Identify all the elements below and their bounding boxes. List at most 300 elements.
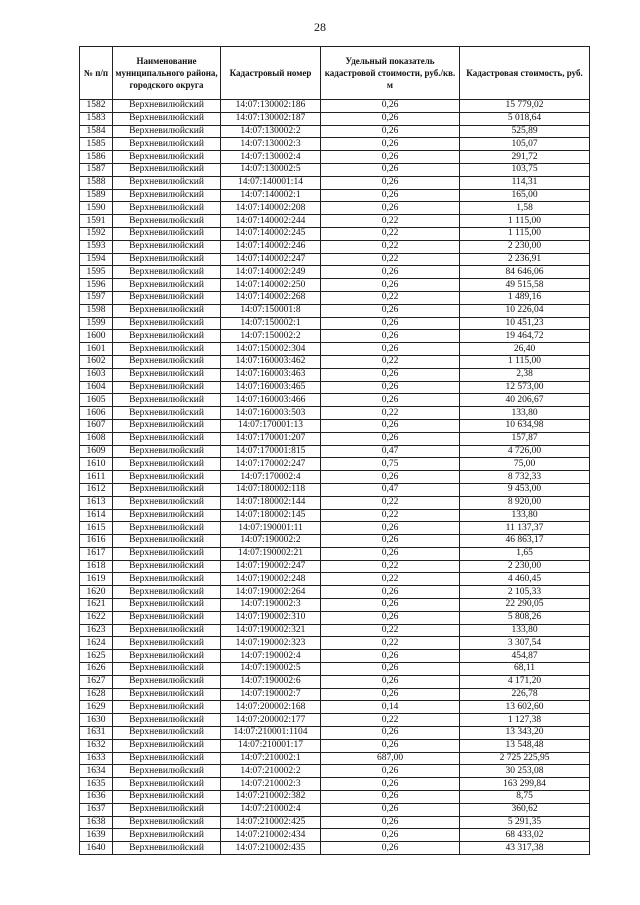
cell-specific-value-rate: 0,26 bbox=[321, 266, 460, 279]
header-row-number: № п/п bbox=[80, 47, 113, 100]
cell-row-number: 1611 bbox=[80, 471, 113, 484]
cell-row-number: 1634 bbox=[80, 765, 113, 778]
cell-district-name: Верхневилюйский bbox=[113, 125, 221, 138]
table-row bbox=[80, 611, 590, 624]
cell-cadastral-number: 14:07:170002:4 bbox=[221, 471, 321, 484]
cell-district-name: Верхневилюйский bbox=[113, 112, 221, 125]
cell-specific-value-rate: 0,26 bbox=[321, 317, 460, 330]
cell-cadastral-value: 10 634,98 bbox=[460, 419, 590, 432]
cell-cadastral-value: 40 206,67 bbox=[460, 394, 590, 407]
table-row bbox=[80, 573, 590, 586]
cell-row-number: 1591 bbox=[80, 215, 113, 228]
cell-cadastral-number: 14:07:140001:14 bbox=[221, 176, 321, 189]
cell-cadastral-value: 46 863,17 bbox=[460, 535, 590, 548]
cell-cadastral-value: 1,58 bbox=[460, 202, 590, 215]
cell-cadastral-value: 226,78 bbox=[460, 688, 590, 701]
cell-cadastral-number: 14:07:130002:2 bbox=[221, 125, 321, 138]
cell-specific-value-rate: 0,26 bbox=[321, 394, 460, 407]
cell-district-name: Верхневилюйский bbox=[113, 279, 221, 292]
cell-cadastral-value: 5 808,26 bbox=[460, 611, 590, 624]
cell-district-name: Верхневилюйский bbox=[113, 535, 221, 548]
cell-district-name: Верхневилюйский bbox=[113, 240, 221, 253]
cell-district-name: Верхневилюйский bbox=[113, 215, 221, 228]
cell-specific-value-rate: 0,22 bbox=[321, 637, 460, 650]
cell-cadastral-value: 103,75 bbox=[460, 163, 590, 176]
cell-district-name: Верхневилюйский bbox=[113, 419, 221, 432]
cell-specific-value-rate: 687,00 bbox=[321, 752, 460, 765]
cell-district-name: Верхневилюйский bbox=[113, 509, 221, 522]
cell-cadastral-number: 14:07:130002:186 bbox=[221, 100, 321, 113]
table-row bbox=[80, 355, 590, 368]
cell-specific-value-rate: 0,26 bbox=[321, 432, 460, 445]
cell-district-name: Верхневилюйский bbox=[113, 227, 221, 240]
cell-cadastral-number: 14:07:190002:4 bbox=[221, 650, 321, 663]
cell-cadastral-number: 14:07:150002:1 bbox=[221, 317, 321, 330]
cell-row-number: 1608 bbox=[80, 432, 113, 445]
header-district-name: Наименование муниципального района, городского округа bbox=[113, 47, 221, 100]
cell-row-number: 1602 bbox=[80, 355, 113, 368]
cell-row-number: 1632 bbox=[80, 739, 113, 752]
cell-cadastral-number: 14:07:150001:8 bbox=[221, 304, 321, 317]
cell-row-number: 1636 bbox=[80, 791, 113, 804]
cell-cadastral-number: 14:07:160003:466 bbox=[221, 394, 321, 407]
cell-specific-value-rate: 0,26 bbox=[321, 304, 460, 317]
cell-district-name: Верхневилюйский bbox=[113, 432, 221, 445]
cell-cadastral-number: 14:07:210002:2 bbox=[221, 765, 321, 778]
cell-district-name: Верхневилюйский bbox=[113, 560, 221, 573]
cell-specific-value-rate: 0,26 bbox=[321, 112, 460, 125]
cell-cadastral-value: 291,72 bbox=[460, 151, 590, 164]
cell-district-name: Верхневилюйский bbox=[113, 458, 221, 471]
cell-row-number: 1613 bbox=[80, 496, 113, 509]
cell-cadastral-value: 2,38 bbox=[460, 368, 590, 381]
cell-cadastral-number: 14:07:160003:503 bbox=[221, 407, 321, 420]
table-row bbox=[80, 496, 590, 509]
table-row bbox=[80, 727, 590, 740]
cell-district-name: Верхневилюйский bbox=[113, 381, 221, 394]
cell-cadastral-value: 13 602,60 bbox=[460, 701, 590, 714]
cell-cadastral-number: 14:07:190002:2 bbox=[221, 535, 321, 548]
cell-district-name: Верхневилюйский bbox=[113, 803, 221, 816]
cell-row-number: 1590 bbox=[80, 202, 113, 215]
table-row bbox=[80, 227, 590, 240]
cell-district-name: Верхневилюйский bbox=[113, 586, 221, 599]
cell-row-number: 1640 bbox=[80, 842, 113, 855]
cell-cadastral-value: 4 460,45 bbox=[460, 573, 590, 586]
cell-cadastral-number: 14:07:130002:5 bbox=[221, 163, 321, 176]
table-row bbox=[80, 317, 590, 330]
cell-district-name: Верхневилюйский bbox=[113, 189, 221, 202]
cell-row-number: 1614 bbox=[80, 509, 113, 522]
cell-row-number: 1584 bbox=[80, 125, 113, 138]
cell-cadastral-number: 14:07:160003:463 bbox=[221, 368, 321, 381]
cell-district-name: Верхневилюйский bbox=[113, 816, 221, 829]
cell-row-number: 1629 bbox=[80, 701, 113, 714]
cell-cadastral-number: 14:07:190002:5 bbox=[221, 663, 321, 676]
table-row bbox=[80, 586, 590, 599]
cell-cadastral-value: 49 515,58 bbox=[460, 279, 590, 292]
cell-row-number: 1623 bbox=[80, 624, 113, 637]
table-row bbox=[80, 650, 590, 663]
cell-row-number: 1593 bbox=[80, 240, 113, 253]
cell-cadastral-number: 14:07:190002:7 bbox=[221, 688, 321, 701]
cell-cadastral-value: 8 732,33 bbox=[460, 471, 590, 484]
cell-row-number: 1617 bbox=[80, 547, 113, 560]
cell-row-number: 1606 bbox=[80, 407, 113, 420]
cell-district-name: Верхневилюйский bbox=[113, 778, 221, 791]
cell-specific-value-rate: 0,26 bbox=[321, 663, 460, 676]
cell-row-number: 1628 bbox=[80, 688, 113, 701]
cell-specific-value-rate: 0,22 bbox=[321, 227, 460, 240]
table-row bbox=[80, 471, 590, 484]
cell-specific-value-rate: 0,26 bbox=[321, 791, 460, 804]
cell-cadastral-number: 14:07:140002:244 bbox=[221, 215, 321, 228]
cell-cadastral-number: 14:07:130002:3 bbox=[221, 138, 321, 151]
cell-specific-value-rate: 0,26 bbox=[321, 163, 460, 176]
cell-specific-value-rate: 0,75 bbox=[321, 458, 460, 471]
cell-row-number: 1594 bbox=[80, 253, 113, 266]
cell-district-name: Верхневилюйский bbox=[113, 471, 221, 484]
cell-row-number: 1587 bbox=[80, 163, 113, 176]
cell-district-name: Верхневилюйский bbox=[113, 727, 221, 740]
cell-district-name: Верхневилюйский bbox=[113, 138, 221, 151]
cell-district-name: Верхневилюйский bbox=[113, 291, 221, 304]
cell-cadastral-value: 157,87 bbox=[460, 432, 590, 445]
table-row bbox=[80, 803, 590, 816]
cell-row-number: 1624 bbox=[80, 637, 113, 650]
table-row bbox=[80, 522, 590, 535]
cell-district-name: Верхневилюйский bbox=[113, 368, 221, 381]
cell-row-number: 1635 bbox=[80, 778, 113, 791]
cell-cadastral-number: 14:07:190002:247 bbox=[221, 560, 321, 573]
cell-row-number: 1597 bbox=[80, 291, 113, 304]
cell-specific-value-rate: 0,26 bbox=[321, 688, 460, 701]
cell-cadastral-value: 1 115,00 bbox=[460, 215, 590, 228]
table-row bbox=[80, 791, 590, 804]
table-row bbox=[80, 560, 590, 573]
cell-district-name: Верхневилюйский bbox=[113, 547, 221, 560]
cell-cadastral-value: 1 127,38 bbox=[460, 714, 590, 727]
table-row bbox=[80, 253, 590, 266]
cell-specific-value-rate: 0,22 bbox=[321, 560, 460, 573]
cell-district-name: Верхневилюйский bbox=[113, 100, 221, 113]
table-row bbox=[80, 304, 590, 317]
table-row bbox=[80, 112, 590, 125]
cell-specific-value-rate: 0,26 bbox=[321, 189, 460, 202]
cell-row-number: 1618 bbox=[80, 560, 113, 573]
cell-row-number: 1633 bbox=[80, 752, 113, 765]
cell-specific-value-rate: 0,26 bbox=[321, 675, 460, 688]
cell-specific-value-rate: 0,26 bbox=[321, 125, 460, 138]
cell-cadastral-number: 14:07:210002:435 bbox=[221, 842, 321, 855]
cell-cadastral-value: 2 236,91 bbox=[460, 253, 590, 266]
table-row bbox=[80, 765, 590, 778]
cell-row-number: 1585 bbox=[80, 138, 113, 151]
cell-specific-value-rate: 0,47 bbox=[321, 483, 460, 496]
cell-district-name: Верхневилюйский bbox=[113, 496, 221, 509]
cell-row-number: 1595 bbox=[80, 266, 113, 279]
cell-district-name: Верхневилюйский bbox=[113, 829, 221, 842]
table-row bbox=[80, 445, 590, 458]
cell-district-name: Верхневилюйский bbox=[113, 752, 221, 765]
table-row bbox=[80, 535, 590, 548]
cadastral-value-table bbox=[79, 46, 590, 855]
cell-cadastral-number: 14:07:150002:304 bbox=[221, 343, 321, 356]
cell-specific-value-rate: 0,26 bbox=[321, 739, 460, 752]
cell-cadastral-number: 14:07:210002:4 bbox=[221, 803, 321, 816]
cell-specific-value-rate: 0,26 bbox=[321, 138, 460, 151]
cell-cadastral-value: 84 646,06 bbox=[460, 266, 590, 279]
cell-cadastral-number: 14:07:210001:1104 bbox=[221, 727, 321, 740]
cell-specific-value-rate: 0,26 bbox=[321, 727, 460, 740]
cell-row-number: 1605 bbox=[80, 394, 113, 407]
cell-row-number: 1596 bbox=[80, 279, 113, 292]
table-row bbox=[80, 330, 590, 343]
cell-specific-value-rate: 0,26 bbox=[321, 279, 460, 292]
table-row bbox=[80, 163, 590, 176]
cell-row-number: 1625 bbox=[80, 650, 113, 663]
cell-specific-value-rate: 0,26 bbox=[321, 650, 460, 663]
table-row bbox=[80, 138, 590, 151]
cell-district-name: Верхневилюйский bbox=[113, 330, 221, 343]
cell-specific-value-rate: 0,22 bbox=[321, 355, 460, 368]
cell-district-name: Верхневилюйский bbox=[113, 163, 221, 176]
header-cadastral-value: Кадастровая стоимость, руб. bbox=[460, 47, 590, 100]
cell-cadastral-number: 14:07:210002:434 bbox=[221, 829, 321, 842]
cell-district-name: Верхневилюйский bbox=[113, 343, 221, 356]
cell-specific-value-rate: 0,26 bbox=[321, 547, 460, 560]
cell-district-name: Верхневилюйский bbox=[113, 483, 221, 496]
cell-cadastral-value: 525,89 bbox=[460, 125, 590, 138]
cell-specific-value-rate: 0,22 bbox=[321, 253, 460, 266]
table-body bbox=[80, 100, 590, 855]
table-row bbox=[80, 483, 590, 496]
table-row bbox=[80, 151, 590, 164]
cell-cadastral-value: 5 018,64 bbox=[460, 112, 590, 125]
table-row bbox=[80, 432, 590, 445]
cell-cadastral-number: 14:07:140002:249 bbox=[221, 266, 321, 279]
cell-cadastral-number: 14:07:180002:145 bbox=[221, 509, 321, 522]
cell-district-name: Верхневилюйский bbox=[113, 253, 221, 266]
cell-cadastral-value: 2 230,00 bbox=[460, 240, 590, 253]
table-row bbox=[80, 688, 590, 701]
cell-row-number: 1626 bbox=[80, 663, 113, 676]
cell-cadastral-value: 5 291,35 bbox=[460, 816, 590, 829]
cell-cadastral-number: 14:07:170001:815 bbox=[221, 445, 321, 458]
cell-cadastral-value: 26,40 bbox=[460, 343, 590, 356]
cell-specific-value-rate: 0,26 bbox=[321, 368, 460, 381]
cell-cadastral-value: 163 299,84 bbox=[460, 778, 590, 791]
table-row bbox=[80, 189, 590, 202]
cell-cadastral-value: 133,80 bbox=[460, 509, 590, 522]
table-row bbox=[80, 343, 590, 356]
table-row bbox=[80, 509, 590, 522]
cell-specific-value-rate: 0,26 bbox=[321, 176, 460, 189]
cell-row-number: 1607 bbox=[80, 419, 113, 432]
cell-specific-value-rate: 0,26 bbox=[321, 816, 460, 829]
cell-cadastral-value: 12 573,00 bbox=[460, 381, 590, 394]
cell-district-name: Верхневилюйский bbox=[113, 765, 221, 778]
cell-district-name: Верхневилюйский bbox=[113, 637, 221, 650]
table-row bbox=[80, 419, 590, 432]
cell-specific-value-rate: 0,26 bbox=[321, 381, 460, 394]
cell-cadastral-number: 14:07:170001:13 bbox=[221, 419, 321, 432]
cell-row-number: 1600 bbox=[80, 330, 113, 343]
cell-cadastral-value: 4 171,20 bbox=[460, 675, 590, 688]
table-row bbox=[80, 291, 590, 304]
cell-cadastral-value: 1 489,16 bbox=[460, 291, 590, 304]
cell-district-name: Верхневилюйский bbox=[113, 445, 221, 458]
cell-specific-value-rate: 0,22 bbox=[321, 714, 460, 727]
cell-specific-value-rate: 0,26 bbox=[321, 599, 460, 612]
cell-district-name: Верхневилюйский bbox=[113, 842, 221, 855]
cell-specific-value-rate: 0,26 bbox=[321, 471, 460, 484]
cell-specific-value-rate: 0,26 bbox=[321, 778, 460, 791]
cell-cadastral-number: 14:07:140002:246 bbox=[221, 240, 321, 253]
cell-cadastral-value: 13 548,48 bbox=[460, 739, 590, 752]
cell-cadastral-number: 14:07:140002:1 bbox=[221, 189, 321, 202]
cell-specific-value-rate: 0,22 bbox=[321, 624, 460, 637]
cell-cadastral-number: 14:07:170002:247 bbox=[221, 458, 321, 471]
cell-cadastral-number: 14:07:160003:465 bbox=[221, 381, 321, 394]
cell-row-number: 1582 bbox=[80, 100, 113, 113]
cell-cadastral-number: 14:07:200002:177 bbox=[221, 714, 321, 727]
cell-cadastral-number: 14:07:210002:1 bbox=[221, 752, 321, 765]
cell-district-name: Верхневилюйский bbox=[113, 611, 221, 624]
table-row bbox=[80, 547, 590, 560]
table-row bbox=[80, 714, 590, 727]
cell-cadastral-value: 43 317,38 bbox=[460, 842, 590, 855]
table-row bbox=[80, 842, 590, 855]
cell-row-number: 1627 bbox=[80, 675, 113, 688]
cell-district-name: Верхневилюйский bbox=[113, 522, 221, 535]
cell-specific-value-rate: 0,26 bbox=[321, 330, 460, 343]
cell-row-number: 1631 bbox=[80, 727, 113, 740]
cell-cadastral-value: 2 725 225,95 bbox=[460, 752, 590, 765]
cell-cadastral-number: 14:07:140002:208 bbox=[221, 202, 321, 215]
cell-cadastral-number: 14:07:190001:11 bbox=[221, 522, 321, 535]
cell-cadastral-value: 4 726,00 bbox=[460, 445, 590, 458]
cell-cadastral-number: 14:07:140002:245 bbox=[221, 227, 321, 240]
cell-district-name: Верхневилюйский bbox=[113, 176, 221, 189]
table-row bbox=[80, 176, 590, 189]
table-row bbox=[80, 675, 590, 688]
table-row bbox=[80, 778, 590, 791]
table-row bbox=[80, 701, 590, 714]
cell-cadastral-value: 454,87 bbox=[460, 650, 590, 663]
cell-specific-value-rate: 0,22 bbox=[321, 291, 460, 304]
cell-cadastral-value: 10 451,23 bbox=[460, 317, 590, 330]
cell-cadastral-number: 14:07:190002:248 bbox=[221, 573, 321, 586]
table-row bbox=[80, 202, 590, 215]
cell-cadastral-number: 14:07:140002:247 bbox=[221, 253, 321, 266]
cell-row-number: 1621 bbox=[80, 599, 113, 612]
cell-district-name: Верхневилюйский bbox=[113, 151, 221, 164]
cell-row-number: 1619 bbox=[80, 573, 113, 586]
cell-cadastral-value: 75,00 bbox=[460, 458, 590, 471]
table-row bbox=[80, 407, 590, 420]
cell-row-number: 1616 bbox=[80, 535, 113, 548]
cell-cadastral-number: 14:07:190002:21 bbox=[221, 547, 321, 560]
cell-row-number: 1588 bbox=[80, 176, 113, 189]
cell-district-name: Верхневилюйский bbox=[113, 599, 221, 612]
cell-cadastral-value: 11 137,37 bbox=[460, 522, 590, 535]
cell-specific-value-rate: 0,22 bbox=[321, 407, 460, 420]
cell-cadastral-value: 2 230,00 bbox=[460, 560, 590, 573]
cell-specific-value-rate: 0,26 bbox=[321, 535, 460, 548]
cell-cadastral-number: 14:07:210002:425 bbox=[221, 816, 321, 829]
cell-cadastral-value: 68 433,02 bbox=[460, 829, 590, 842]
cell-cadastral-number: 14:07:180002:118 bbox=[221, 483, 321, 496]
header-row bbox=[80, 47, 590, 100]
cell-cadastral-value: 2 105,33 bbox=[460, 586, 590, 599]
cell-district-name: Верхневилюйский bbox=[113, 573, 221, 586]
table-header bbox=[80, 47, 590, 100]
cell-specific-value-rate: 0,22 bbox=[321, 496, 460, 509]
cell-specific-value-rate: 0,22 bbox=[321, 240, 460, 253]
cell-district-name: Верхневилюйский bbox=[113, 739, 221, 752]
cell-row-number: 1612 bbox=[80, 483, 113, 496]
table-row bbox=[80, 215, 590, 228]
cell-district-name: Верхневилюйский bbox=[113, 791, 221, 804]
cell-specific-value-rate: 0,22 bbox=[321, 509, 460, 522]
cell-district-name: Верхневилюйский bbox=[113, 675, 221, 688]
cell-district-name: Верхневилюйский bbox=[113, 317, 221, 330]
cell-cadastral-value: 22 290,05 bbox=[460, 599, 590, 612]
cell-row-number: 1583 bbox=[80, 112, 113, 125]
cell-specific-value-rate: 0,22 bbox=[321, 573, 460, 586]
cell-cadastral-number: 14:07:130002:4 bbox=[221, 151, 321, 164]
table-row bbox=[80, 663, 590, 676]
cell-district-name: Верхневилюйский bbox=[113, 407, 221, 420]
table-row bbox=[80, 381, 590, 394]
cell-cadastral-value: 68,11 bbox=[460, 663, 590, 676]
cell-cadastral-value: 30 253,08 bbox=[460, 765, 590, 778]
cell-cadastral-value: 8,75 bbox=[460, 791, 590, 804]
cell-row-number: 1630 bbox=[80, 714, 113, 727]
cell-cadastral-number: 14:07:130002:187 bbox=[221, 112, 321, 125]
cell-specific-value-rate: 0,26 bbox=[321, 100, 460, 113]
cell-cadastral-number: 14:07:200002:168 bbox=[221, 701, 321, 714]
table-row bbox=[80, 368, 590, 381]
cell-specific-value-rate: 0,26 bbox=[321, 586, 460, 599]
cell-specific-value-rate: 0,26 bbox=[321, 611, 460, 624]
table-row bbox=[80, 816, 590, 829]
cell-cadastral-value: 105,07 bbox=[460, 138, 590, 151]
cell-district-name: Верхневилюйский bbox=[113, 650, 221, 663]
cell-cadastral-value: 114,31 bbox=[460, 176, 590, 189]
cell-row-number: 1586 bbox=[80, 151, 113, 164]
cell-cadastral-value: 165,00 bbox=[460, 189, 590, 202]
cell-specific-value-rate: 0,26 bbox=[321, 829, 460, 842]
cell-row-number: 1598 bbox=[80, 304, 113, 317]
cell-cadastral-value: 10 226,04 bbox=[460, 304, 590, 317]
cell-cadastral-number: 14:07:190002:6 bbox=[221, 675, 321, 688]
cell-district-name: Верхневилюйский bbox=[113, 355, 221, 368]
cell-specific-value-rate: 0,26 bbox=[321, 842, 460, 855]
cell-specific-value-rate: 0,26 bbox=[321, 151, 460, 164]
cell-row-number: 1589 bbox=[80, 189, 113, 202]
table-row bbox=[80, 240, 590, 253]
cell-cadastral-value: 9 453,00 bbox=[460, 483, 590, 496]
cell-row-number: 1638 bbox=[80, 816, 113, 829]
header-specific-value-rate: Удельный показатель кадастровой стоимости, руб./кв. м bbox=[321, 47, 460, 100]
header-cadastral-number: Кадастровый номер bbox=[221, 47, 321, 100]
cell-specific-value-rate: 0,26 bbox=[321, 803, 460, 816]
cell-cadastral-value: 8 920,00 bbox=[460, 496, 590, 509]
cell-district-name: Верхневилюйский bbox=[113, 202, 221, 215]
cell-row-number: 1615 bbox=[80, 522, 113, 535]
